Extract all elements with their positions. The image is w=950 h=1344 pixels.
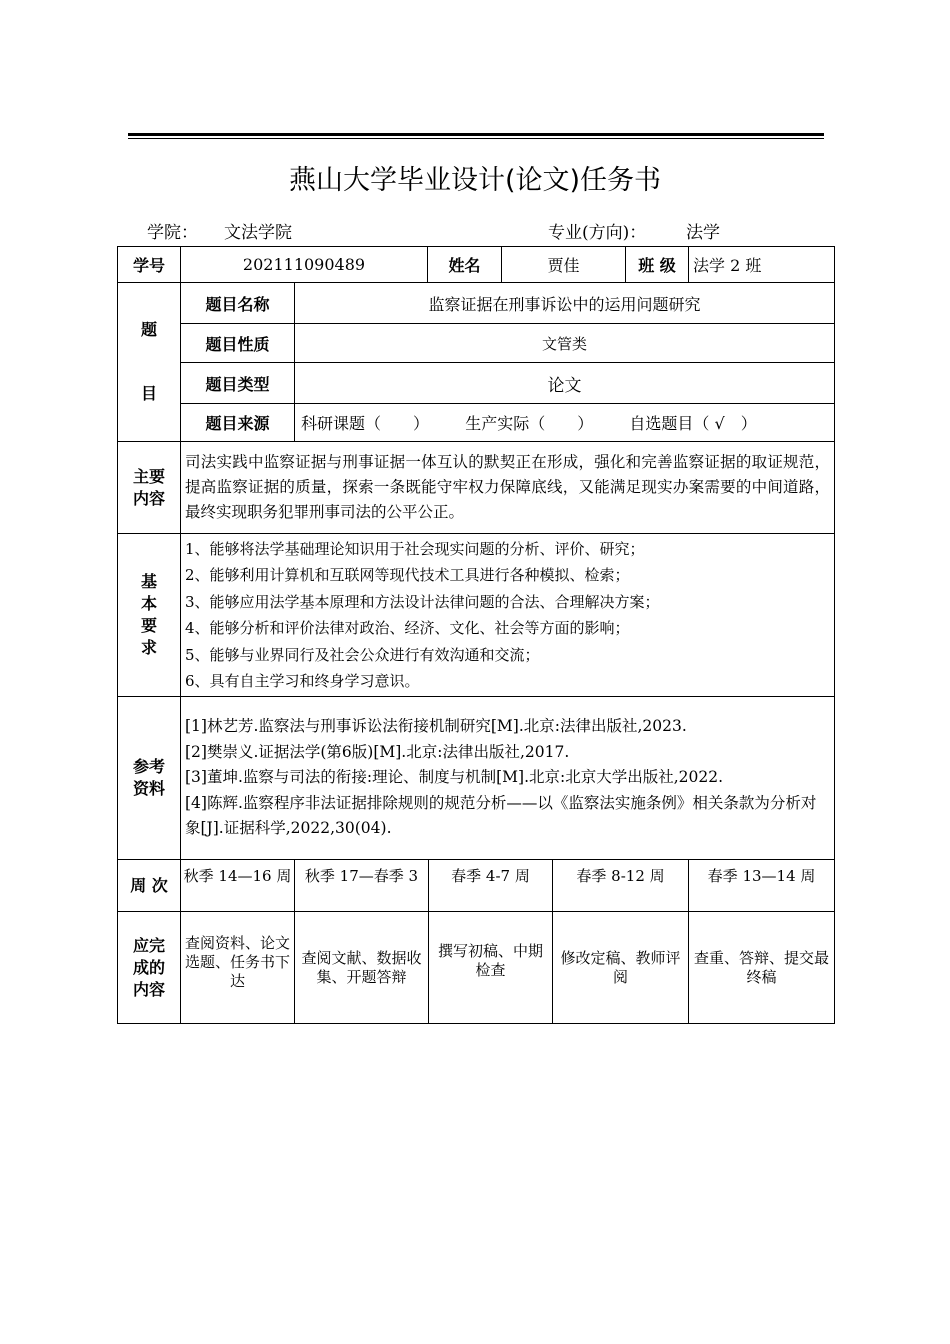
requirement-item: 6、具有自主学习和终身学习意识。 <box>185 672 420 690</box>
topic-section-spacer <box>118 341 180 383</box>
requirements-list <box>181 534 835 697</box>
top-double-rule-thick <box>128 133 824 136</box>
student-row <box>118 247 835 283</box>
topic-name-label: 题目名称 <box>181 283 295 324</box>
source-option-self-selected: 自选题目（ √ ） <box>629 414 757 433</box>
task-cell: 查重、答辩、提交最终稿 <box>689 912 835 1024</box>
top-double-rule-thin <box>128 138 824 139</box>
student-name-label: 姓名 <box>428 247 502 283</box>
document-title: 燕山大学毕业设计(论文)任务书 <box>288 165 662 196</box>
references-label <box>118 697 181 860</box>
topic-type: 论文 <box>295 363 835 404</box>
main-content-row <box>118 442 835 534</box>
references-list <box>181 697 835 860</box>
task-cell: 撰写初稿、中期检查 <box>429 912 553 1024</box>
requirement-item: 2、能够利用计算机和互联网等现代技术工具进行各种模拟、检索； <box>185 566 630 584</box>
requirements-label-char: 要 <box>140 616 157 635</box>
source-option-production: 生产实际（ ） <box>465 414 594 433</box>
week-period: 秋季 14—16 周 <box>181 860 295 912</box>
references-label-line1: 参考 <box>132 757 165 776</box>
references-label-line2: 资料 <box>132 779 165 798</box>
tasks-label-line1: 应完 <box>132 935 165 955</box>
major-value: 法学 <box>686 223 720 243</box>
topic-source-label: 题目来源 <box>181 404 295 442</box>
requirement-item: 5、能够与业界同行及社会公众进行有效沟通和交流； <box>185 645 540 664</box>
topic-nature-label: 题目性质 <box>181 324 295 363</box>
topic-section-label-top: 题 <box>140 320 157 339</box>
requirement-item: 4、能够分析和评价法律对政治、经济、文化、社会等方面的影响； <box>185 619 630 637</box>
week-period: 春季 4-7 周 <box>429 860 553 912</box>
college-value: 文法学院 <box>224 223 292 243</box>
tasks-label-line3: 内容 <box>132 979 165 999</box>
topic-section-label <box>118 283 181 442</box>
task-cell: 查阅资料、论文选题、任务书下达 <box>181 912 295 1024</box>
week-period: 秋季 17—春季 3 <box>295 860 429 912</box>
reference-item: [1]林艺芳.监察法与刑事诉讼法衔接机制研究[M].北京:法律出版社,2023. <box>185 717 687 736</box>
tasks-label <box>118 912 181 1024</box>
week-period: 春季 8-12 周 <box>553 860 689 912</box>
reference-item: [3]董坤.监察与司法的衔接:理论、制度与机制[M].北京:北京大学出版社,2022. <box>185 768 724 787</box>
tasks-label-line2: 成的 <box>132 957 165 977</box>
main-content-label-line2: 内容 <box>132 488 165 508</box>
requirement-item: 3、能够应用法学基本原理和方法设计法律问题的合法、合理解决方案； <box>185 592 660 611</box>
major-label: 专业(方向)： <box>548 223 647 243</box>
topic-type-label: 题目类型 <box>181 363 295 404</box>
student-class: 法学 2 班 <box>689 247 835 283</box>
requirement-item: 1、能够将法学基础理论知识用于社会现实问题的分析、评价、研究； <box>185 539 645 558</box>
topic-source-row <box>118 404 835 442</box>
requirements-row <box>118 534 835 697</box>
main-content-label-line1: 主要 <box>132 466 165 486</box>
topic-name-row <box>118 283 835 324</box>
reference-item: [2]樊崇义.证据法学(第6版)[M].北京:法律出版社,2017. <box>185 742 570 761</box>
task-cell: 修改定稿、教师评阅 <box>553 912 689 1024</box>
source-option-research: 科研课题（ ） <box>301 414 430 433</box>
topic-name: 监察证据在刑事诉讼中的运用问题研究 <box>295 283 835 324</box>
student-id: 202111090489 <box>181 247 428 283</box>
references-row <box>118 697 835 860</box>
topic-source-options <box>295 404 835 442</box>
schedule-tasks-row <box>118 912 835 1024</box>
student-id-label: 学号 <box>118 247 181 283</box>
college-label: 学院： <box>147 223 198 243</box>
schedule-weeks-row <box>118 860 835 912</box>
requirements-label-char: 基 <box>140 572 157 591</box>
topic-type-row <box>118 363 835 404</box>
student-class-label: 班 级 <box>626 247 689 283</box>
requirements-label-char: 求 <box>140 638 157 657</box>
task-table <box>117 246 835 1024</box>
student-name: 贾佳 <box>502 247 626 283</box>
requirements-label <box>118 534 181 697</box>
topic-nature-row <box>118 324 835 363</box>
week-period: 春季 13—14 周 <box>689 860 835 912</box>
main-content-text: 司法实践中监察证据与刑事证据一体互认的默契正在形成，强化和完善监察证据的取证规范，提高监察证据的质量，探索一条既能守牢权力保障底线，又能满足现实办案需要的中间道路，最终实现职务犯罪刑事司法的公平公正。 <box>181 442 835 534</box>
topic-section-label-bottom: 目 <box>140 384 157 403</box>
main-content-label <box>118 442 181 534</box>
week-label: 周 次 <box>118 860 181 912</box>
task-cell: 查阅文献、数据收集、开题答辩 <box>295 912 429 1024</box>
topic-nature: 文管类 <box>295 324 835 363</box>
requirements-label-char: 本 <box>140 594 157 613</box>
reference-item: [4]陈辉.监察程序非法证据排除规则的规范分析——以《监察法实施条例》相关条款为分析对象[J].证据科学,2022,30(04). <box>185 793 817 838</box>
